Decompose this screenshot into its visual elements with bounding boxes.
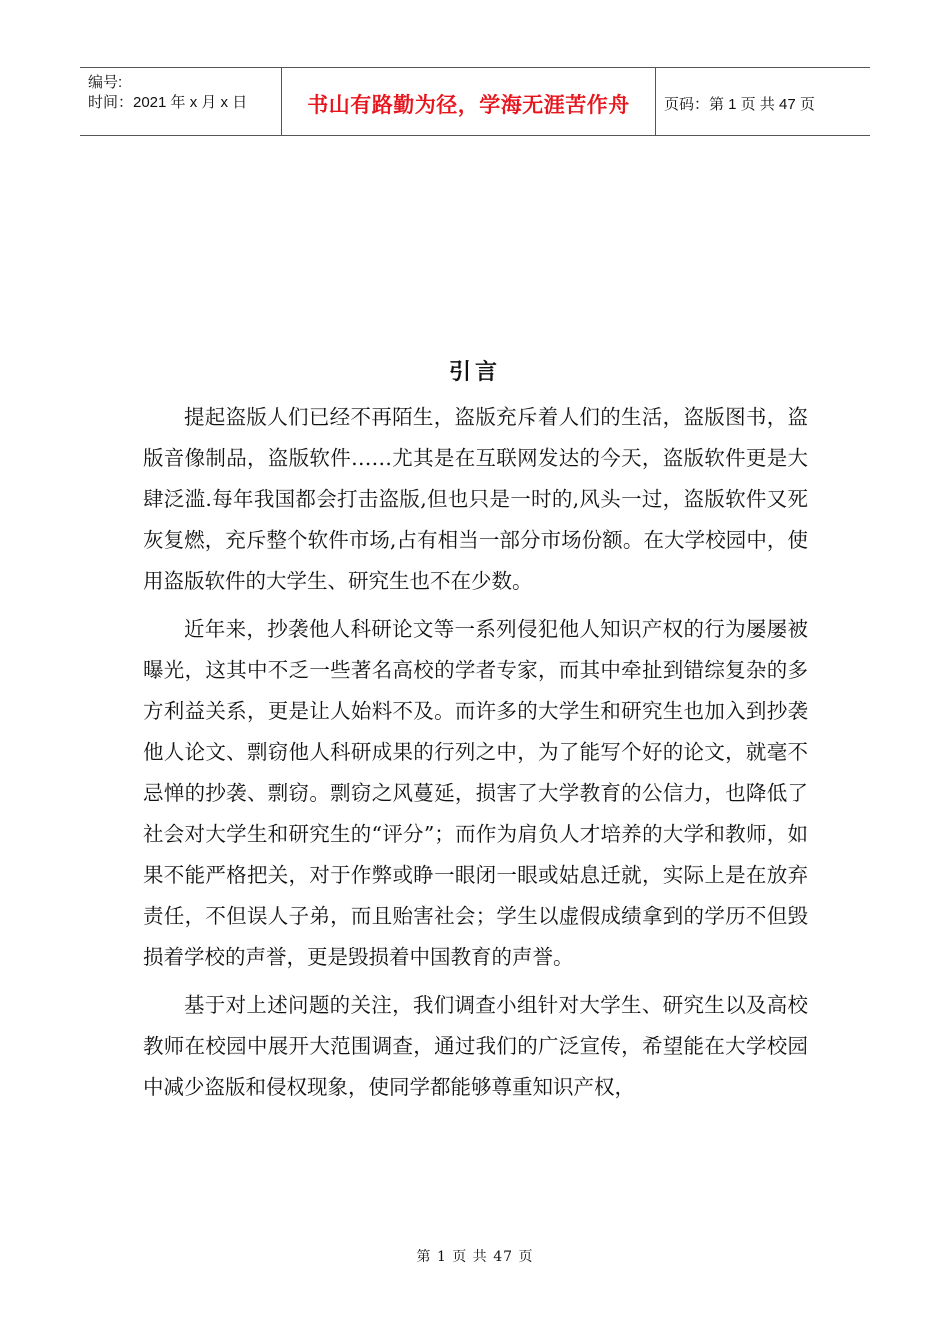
header-page-info: 页码：第 1 页 共 47 页 [664,96,815,113]
page-footer: 第 1 页 共 47 页 [416,1249,534,1265]
header-motto-cell [282,68,656,135]
paragraph: 提起盗版人们已经不再陌生，盗版充斥着人们的生活，盗版图书，盗版音像制品，盗版软件……尤其是在互联网发达的今天，盗版软件更是大肆泛滥.每年我国都会打击盗版,但也只是一时的,风头一过，盗版软件又死灰复燃，充斥整个软件市场,占有相当一部分市场份额。在大学校园中，使用盗版软件的大学生、研究生也不在少数。 [143,405,808,593]
date-label: 时间：2021 年 x 月 x 日 [88,94,248,111]
document-title: 引言 [448,360,501,385]
page-header [80,67,870,136]
paragraph: 基于对上述问题的关注，我们调查小组针对大学生、研究生以及高校教师在校园中展开大范围调查，通过我们的广泛宣传，希望能在大学校园中减少盗版和侵权现象，使同学都能够尊重知识产权， [143,993,808,1099]
header-page-cell [656,68,870,135]
document-body [143,397,808,1108]
paragraph: 近年来，抄袭他人科研论文等一系列侵犯他人知识产权的行为屡屡被曝光，这其中不乏一些著名高校的学者专家，而其中牵扯到错综复杂的多方利益关系，更是让人始料不及。而许多的大学生和研究生也加入到抄袭他人论文、剽窃他人科研成果的行列之中，为了能写个好的论文，就毫不忌惮的抄袭、剽窃。剽窃之风蔓延，损害了大学教育的公信力，也降低了社会对大学生和研究生的“评分”；而作为肩负人才培养的大学和教师，如果不能严格把关，对于作弊或睁一眼闭一眼或姑息迁就，实际上是在放弃责任，不但误人子弟，而且贻害社会；学生以虚假成绩拿到的学历不但毁损着学校的声誉，更是毁损着中国教育的声誉。 [143,617,808,969]
header-meta-cell [80,68,282,135]
header-motto: 书山有路勤为径，学海无涯苦作舟 [307,92,630,117]
serial-number-label: 编号: [88,74,123,91]
